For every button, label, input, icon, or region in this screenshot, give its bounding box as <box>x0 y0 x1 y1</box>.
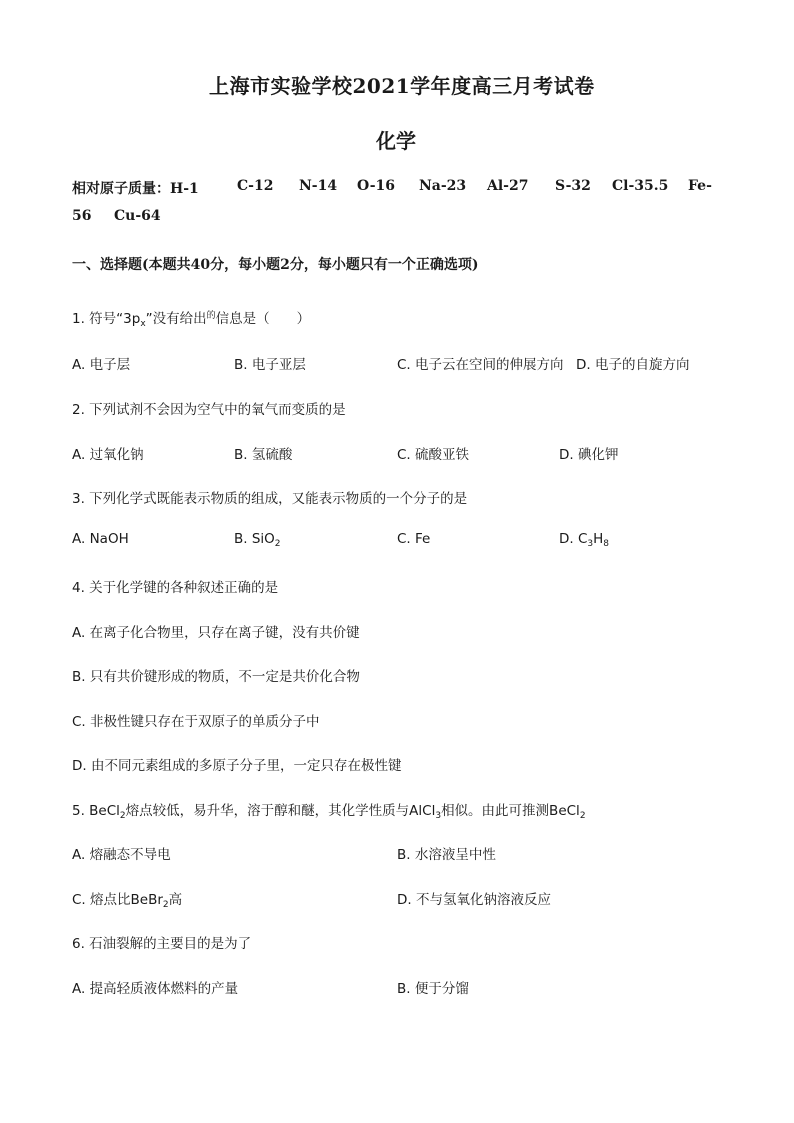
q5-subscript: 2 <box>119 811 126 821</box>
q3-d-text: H <box>593 531 604 547</box>
q3-option-a[interactable]: A. NaOH <box>72 531 129 547</box>
q5-c-text: C. 熔点比BeBr <box>72 892 163 908</box>
q2-option-b[interactable]: B. 氢硫酸 <box>234 447 293 463</box>
q3-option-b[interactable] <box>234 531 281 547</box>
q1-option-a[interactable]: A. 电子层 <box>72 357 131 373</box>
q4-option-d[interactable]: D. 由不同元素组成的多原子分子里，一定只存在极性键 <box>72 758 402 774</box>
q3-d-subscript: 8 <box>603 539 610 549</box>
q5-c-text: 高 <box>168 892 183 908</box>
atomic-mass-item: Fe- <box>688 178 712 194</box>
q6-option-b[interactable]: B. 便于分馏 <box>397 981 469 997</box>
q1-option-c[interactable]: C. 电子云在空间的伸展方向 <box>397 357 564 373</box>
q6-option-a[interactable]: A. 提高轻质液体燃料的产量 <box>72 981 239 997</box>
q1-small-char: 的 <box>206 311 216 321</box>
q3-option-d[interactable] <box>559 531 609 547</box>
atomic-mass-label: 相对原子质量：H-1 <box>72 181 199 197</box>
question-3-stem: 3. 下列化学式既能表示物质的组成，又能表示物质的一个分子的是 <box>72 491 468 507</box>
question-2-stem: 2. 下列试剂不会因为空气中的氧气而变质的是 <box>72 402 346 418</box>
question-4-stem: 4. 关于化学键的各种叙述正确的是 <box>72 580 279 596</box>
q2-option-d[interactable]: D. 碘化钾 <box>559 447 619 463</box>
q5-subscript: 2 <box>579 811 586 821</box>
atomic-mass-item: S-32 <box>555 178 591 194</box>
q5-c-subscript: 2 <box>162 900 169 910</box>
question-1-stem <box>72 307 310 327</box>
question-6-stem: 6. 石油裂解的主要目的是为了 <box>72 936 252 952</box>
atomic-mass-item: Na-23 <box>419 178 467 194</box>
q1-stem-part: 1. 符号“3p <box>72 311 141 327</box>
atomic-mass-item: Al-27 <box>487 178 529 194</box>
q1-option-b[interactable]: B. 电子亚层 <box>234 357 306 373</box>
atomic-mass-item: Cl-35.5 <box>612 178 669 194</box>
atomic-mass-item: 56 <box>72 208 92 224</box>
q5-option-b[interactable]: B. 水溶液呈中性 <box>397 847 496 863</box>
q3-d-subscript: 3 <box>587 539 594 549</box>
q5-stem-part: 熔点较低，易升华，溶于醇和醚，其化学性质与AlCl <box>125 803 436 819</box>
question-5-stem <box>72 799 586 819</box>
exam-title: 上海市实验学校2021学年度高三月考试卷 <box>209 74 595 98</box>
q5-stem-part: 相似。由此可推测BeCl <box>441 803 580 819</box>
q5-option-d[interactable]: D. 不与氢氧化钠溶液反应 <box>397 892 551 908</box>
atomic-mass-item: Cu-64 <box>114 208 161 224</box>
q5-option-a[interactable]: A. 熔融态不导电 <box>72 847 171 863</box>
q3-d-text: D. C <box>559 531 588 547</box>
q3-option-c[interactable]: C. Fe <box>397 531 431 547</box>
q4-option-c[interactable]: C. 非极性键只存在于双原子的单质分子中 <box>72 714 320 730</box>
atomic-mass-item: N-14 <box>299 178 338 194</box>
q4-option-b[interactable]: B. 只有共价键形成的物质，不一定是共价化合物 <box>72 669 360 685</box>
q1-option-d[interactable]: D. 电子的自旋方向 <box>576 357 690 373</box>
q2-option-c[interactable]: C. 硫酸亚铁 <box>397 447 470 463</box>
q5-subscript: 3 <box>435 811 442 821</box>
q1-subscript: x <box>140 319 146 329</box>
q4-option-a[interactable]: A. 在离子化合物里，只存在离子键，没有共价键 <box>72 625 360 641</box>
q1-stem-part: ”没有给出 <box>145 311 207 327</box>
section-heading: 一、选择题(本题共40分，每小题2分，每小题只有一个正确选项) <box>72 257 479 273</box>
atomic-mass-item: O-16 <box>357 178 396 194</box>
q2-option-a[interactable]: A. 过氧化钠 <box>72 447 144 463</box>
q1-stem-part: 信息是（ ） <box>215 311 311 327</box>
q5-option-c[interactable] <box>72 888 182 908</box>
subject-title: 化学 <box>376 129 416 153</box>
q3-b-subscript: 2 <box>274 539 281 549</box>
q5-stem-part: 5. BeCl <box>72 803 120 819</box>
atomic-mass-item: C-12 <box>237 178 274 194</box>
q3-b-text: B. SiO <box>234 531 275 547</box>
